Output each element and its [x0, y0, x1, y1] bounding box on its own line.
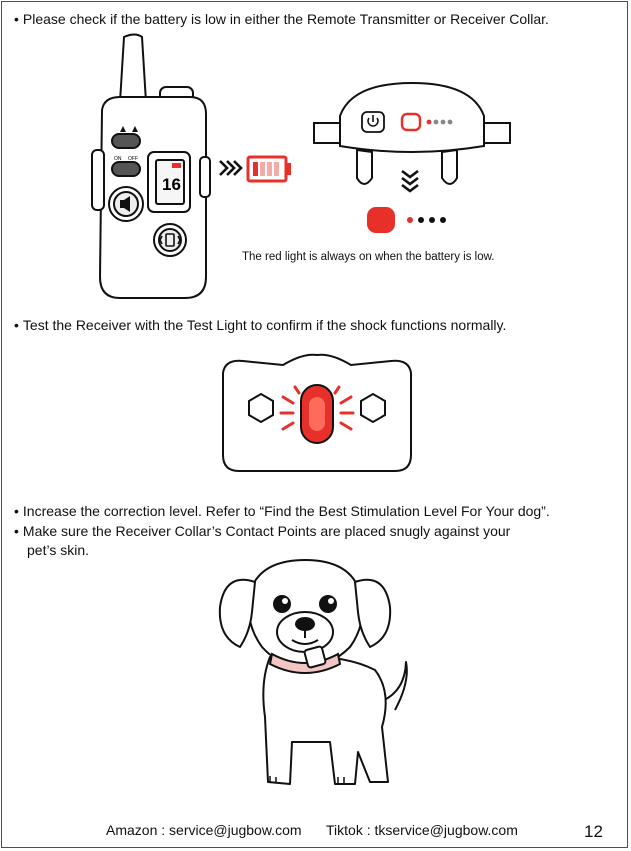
bullet-dot: •: [14, 11, 19, 27]
dog-illustration: [210, 552, 420, 797]
bullet-dot: •: [14, 503, 19, 519]
receiver-collar-illustration: [312, 78, 512, 203]
page-number: 12: [584, 822, 603, 841]
bullet-text: Please check if the battery is low in either the Remote Transmitter or Receiver Collar.: [22, 11, 549, 27]
bullet-battery-check: [14, 10, 549, 28]
bullet-test-light: [14, 316, 506, 334]
battery-note: The red light is always on when the battery is low.: [242, 251, 495, 263]
battery-low-icon: [246, 155, 294, 183]
bullet-increase-level: [14, 502, 550, 520]
chevron-down-icon: [402, 171, 418, 191]
remote-transmitter-illustration: [90, 32, 215, 304]
remote-display-value: 16: [162, 175, 181, 194]
bullet-contact-points-continued: pet’s skin.: [27, 542, 89, 558]
bullet-dot: •: [14, 317, 19, 333]
switch-off-label: OFF: [128, 156, 138, 162]
arrow-right-icon: [218, 158, 244, 178]
test-light-illustration: [213, 351, 421, 477]
red-light-indicator: [366, 206, 448, 234]
bullet-contact-points: [14, 522, 510, 540]
bullet-dot: •: [14, 523, 19, 539]
bullet-text: Test the Receiver with the Test Light to confirm if the shock functions normally.: [22, 317, 507, 333]
switch-on-label: ON: [114, 156, 122, 162]
footer-amazon: Amazon : service@jugbow.com: [106, 822, 302, 838]
footer-tiktok: Tiktok : tkservice@jugbow.com: [326, 822, 518, 838]
bullet-text: Increase the correction level. Refer to “Find the Best Stimulation Level For Your dog”.: [22, 503, 550, 519]
bullet-text: Make sure the Receiver Collar’s Contact Points are placed snugly against your: [22, 523, 511, 539]
